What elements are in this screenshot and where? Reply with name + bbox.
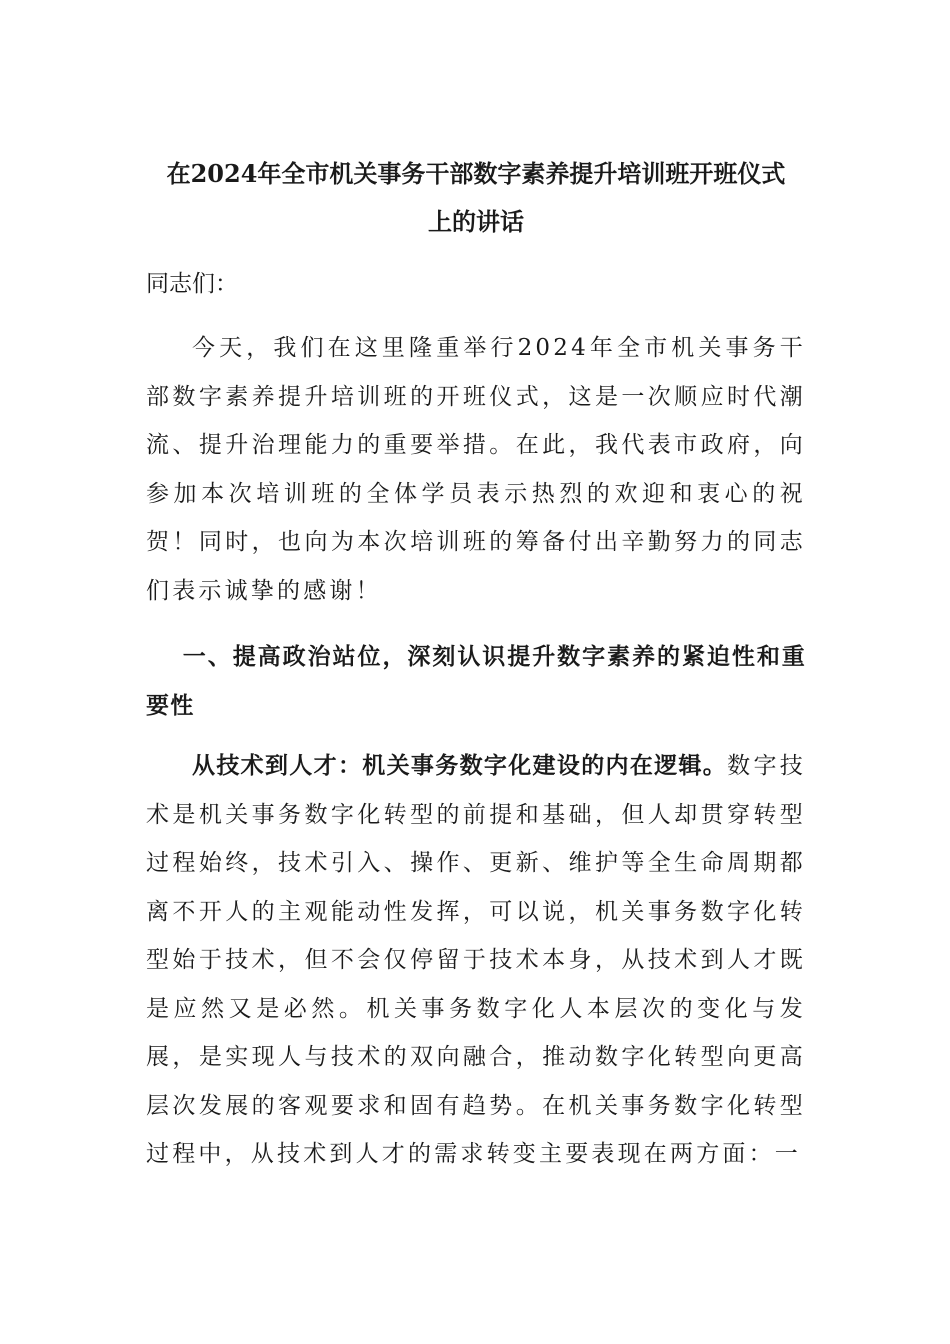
paragraph-body: 数字技术是机关事务数字化转型的前提和基础，但人却贯穿转型过程始终，技术引入、操作、更新、维护等全生命周期都离不开人的主观能动性发挥，可以说，机关事务数字化转型始于技术，但不会仅停留于技术本身，从技术到人才既是应然又是必然。机关事务数字化人本层次的变化与发展，是实现人与技术的双向融合，推动数字化转型向更高层次发展的客观要求和固有趋势。在机关事务数字化转型过程中，从技术到人才的需求转变主要表现在两方面：一 <box>146 753 806 1167</box>
document-title <box>136 150 816 246</box>
paragraph-section-1 <box>146 742 806 1179</box>
salutation: 同志们： <box>146 271 238 297</box>
title-line-1: 在2024年全市机关事务干部数字素养提升培训班开班仪式 <box>166 159 786 188</box>
title-line-2: 上的讲话 <box>428 207 524 236</box>
paragraph-opening: 今天，我们在这里隆重举行2024年全市机关事务干部数字素养提升培训班的开班仪式，这是一次顺应时代潮流、提升治理能力的重要举措。在此，我代表市政府，向参加本次培训班的全体学员表示热烈的欢迎和衷心的祝贺！同时，也向为本次培训班的筹备付出辛勤努力的同志们表示诚挚的感谢！ <box>146 335 806 604</box>
section-heading-1: 一、提高政治站位，深刻认识提升数字素养的紧迫性和重要性 <box>146 643 806 719</box>
paragraph-lead: 从技术到人才：机关事务数字化建设的内在逻辑。 <box>192 752 728 779</box>
document-page <box>146 150 806 1179</box>
